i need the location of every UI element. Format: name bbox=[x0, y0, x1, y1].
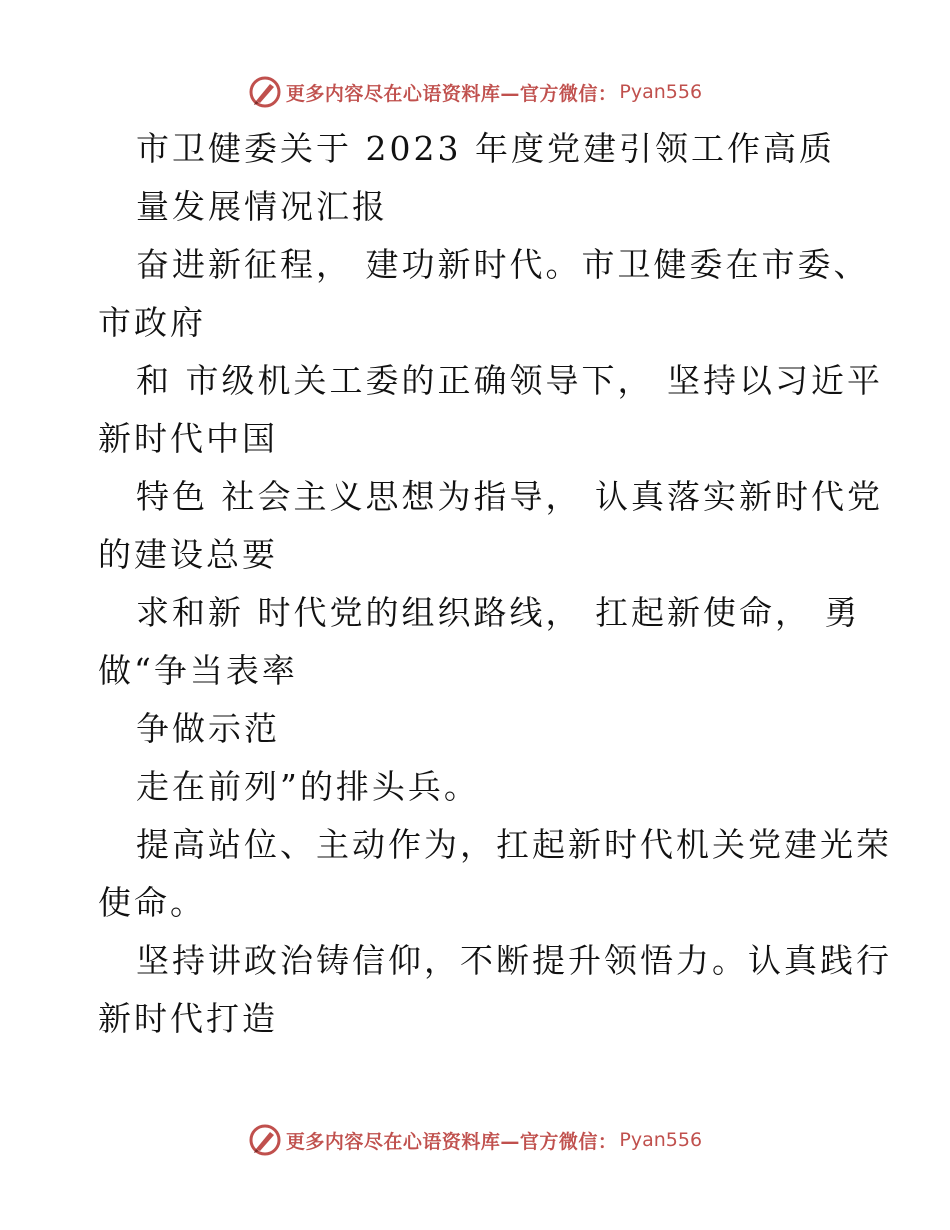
watermark-text: 更多内容尽在心语资料库—官方微信： bbox=[285, 82, 618, 105]
text-line: 市卫健委关于 2023 年度党建引领工作高质 bbox=[136, 129, 835, 168]
text-line: 做“争当表率 bbox=[98, 651, 298, 690]
text-line: 特色 社会主义思想为指导， 认真落实新时代党 bbox=[136, 477, 883, 516]
text-line: 量发展情况汇报 bbox=[136, 187, 388, 226]
text-line: 市政府 bbox=[98, 303, 206, 342]
text-line: 坚持讲政治铸信仰，不断提升领悟力。认真践行 bbox=[136, 941, 892, 980]
watermark-id: Pyan556 bbox=[619, 1129, 703, 1151]
text-line: 新时代打造 bbox=[98, 999, 278, 1038]
footer-watermark bbox=[0, 1120, 950, 1160]
pen-logo-icon bbox=[248, 1123, 282, 1157]
text-line: 新时代中国 bbox=[98, 419, 278, 458]
text-line: 奋进新征程， 建功新时代。市卫健委在市委、 bbox=[136, 245, 870, 284]
header-watermark bbox=[0, 72, 950, 112]
text-line: 争做示范 bbox=[136, 709, 280, 748]
watermark-id: Pyan556 bbox=[619, 81, 703, 103]
pen-logo-icon bbox=[248, 75, 282, 109]
text-line: 提高站位、主动作为，扛起新时代机关党建光荣 bbox=[136, 825, 892, 864]
text-line: 的建设总要 bbox=[98, 535, 278, 574]
text-line: 和 市级机关工委的正确领导下， 坚持以习近平 bbox=[136, 361, 883, 400]
text-line: 走在前列”的排头兵。 bbox=[136, 767, 480, 806]
text-line: 使命。 bbox=[98, 883, 206, 922]
watermark-text: 更多内容尽在心语资料库—官方微信： bbox=[285, 1130, 618, 1153]
document-body bbox=[98, 120, 892, 1048]
text-line: 求和新 时代党的组织路线， 扛起新使命， 勇 bbox=[136, 593, 861, 632]
